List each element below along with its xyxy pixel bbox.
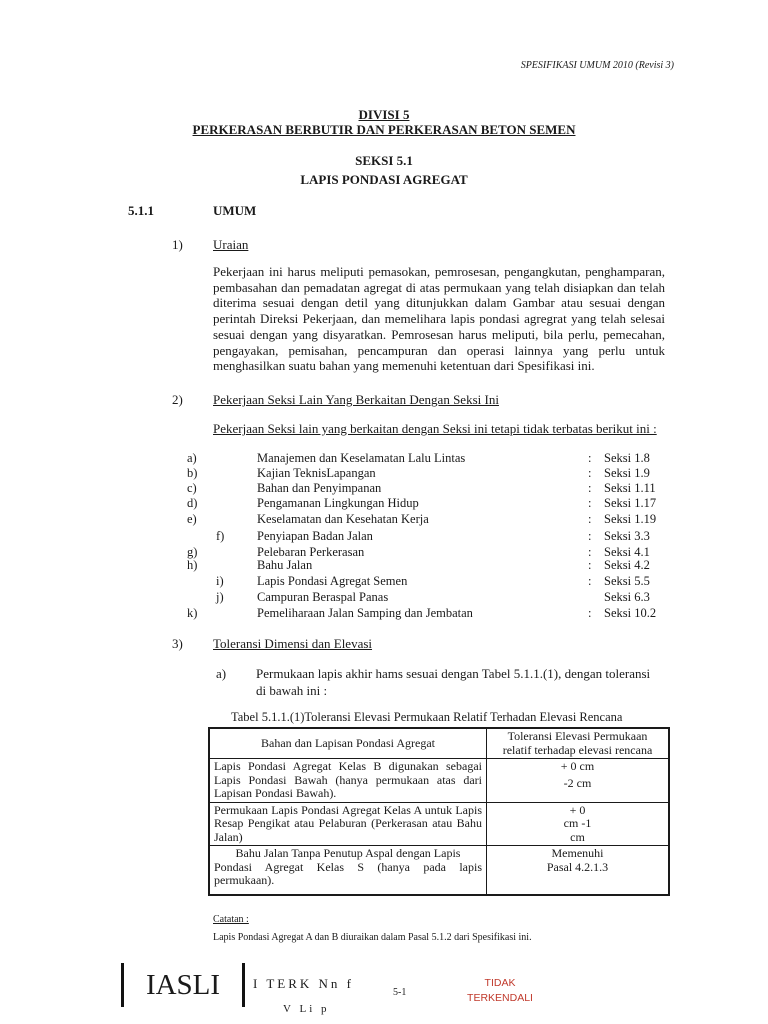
list-item-letter: g): [187, 545, 198, 559]
list-item-letter: h): [187, 558, 198, 572]
section-title: SEKSI 5.1: [355, 153, 413, 168]
list-item-colon: :: [588, 466, 592, 480]
list-item-colon: :: [588, 545, 592, 559]
stamp-text-line2: V Li p: [283, 1003, 330, 1015]
item-1-number: 1): [172, 237, 183, 252]
list-item-ref: Seksi 4.1: [604, 545, 650, 559]
list-item-text: Keselamatan dan Kesehatan Kerja: [257, 512, 429, 526]
table-cell-desc: Permukaan Lapis Pondasi Agregat Kelas A untuk Lapis Resap Pengikat atau Pelaburan (Perkerasan atau Bahu Jalan): [209, 802, 487, 846]
item-3-number: 3): [172, 636, 183, 651]
list-item-letter: k): [187, 606, 198, 620]
list-item-text: Kajian TeknisLapangan: [257, 466, 376, 480]
item-2-intro: Pekerjaan Seksi lain yang berkaitan dengan Seksi ini tetapi tidak terbatas berikut ini :: [213, 421, 657, 436]
item-2-heading: Pekerjaan Seksi Lain Yang Berkaitan Dengan Seksi Ini: [213, 392, 499, 407]
list-item-letter: c): [187, 481, 197, 495]
list-item: [0, 496, 768, 512]
list-item-colon: :: [588, 496, 592, 510]
section-name: LAPIS PONDASI AGREGAT: [300, 172, 468, 187]
list-item: [0, 512, 768, 528]
list-item-text: Campuran Beraspal Panas: [257, 590, 389, 604]
table-cell-desc: Lapis Pondasi Agregat Kelas B digunakan sebagai Lapis Pondasi Bawah (hanya permukaan atas dari Lapisan Pondasi Bawah).: [209, 759, 487, 803]
division-title: DIVISI 5: [358, 107, 410, 122]
list-item-text: Pemeliharaan Jalan Samping dan Jembatan: [257, 606, 473, 620]
table-cell-desc: Bahu Jalan Tanpa Penutup Aspal dengan Lapis Pondasi Agregat Kelas S (hanya pada lapis permukaan).: [209, 846, 487, 895]
item-2-number: 2): [172, 392, 183, 407]
list-item: [0, 558, 768, 574]
list-item-colon: :: [588, 606, 592, 620]
section-heading: UMUM: [213, 203, 257, 218]
list-item-text: Bahu Jalan: [257, 558, 313, 572]
page-number: 5-1: [393, 987, 407, 998]
table-header-material: Bahan dan Lapisan Pondasi Agregat: [209, 728, 487, 759]
list-item-colon: :: [588, 529, 592, 543]
tolerance-table: [208, 727, 670, 896]
list-item-ref: Seksi 1.19: [604, 512, 657, 526]
notes-text: Lapis Pondasi Agregat A dan B diuraikan dalam Pasal 5.1.2 dari Spesifikasi ini.: [213, 932, 532, 943]
notes-label: Catatan :: [213, 914, 249, 925]
list-item: [0, 606, 768, 622]
list-item-letter: i): [216, 574, 224, 588]
list-item-ref: Seksi 1.9: [604, 466, 650, 480]
table-row: [209, 802, 669, 846]
list-item: [0, 481, 768, 497]
sub-a-letter: a): [216, 666, 227, 681]
list-item-letter: f): [216, 529, 225, 543]
list-item-colon: :: [588, 481, 592, 495]
table-cell-tolerance: + 0 cm -1 cm: [487, 802, 670, 846]
list-item-letter: j): [216, 590, 224, 604]
list-item: [0, 574, 768, 590]
list-item: [0, 466, 768, 482]
asli-stamp: IASLI: [121, 963, 245, 1007]
list-item-text: Lapis Pondasi Agregat Semen: [257, 574, 408, 588]
table-header-tolerance: Toleransi Elevasi Permukaan relatif terhadap elevasi rencana: [487, 728, 670, 759]
list-item: [0, 451, 768, 467]
stamp-text-line1: I TERK Nn f: [253, 976, 355, 991]
table-row: [209, 759, 669, 803]
list-item-colon: :: [588, 574, 592, 588]
list-item-ref: Seksi 10.2: [604, 606, 657, 620]
list-item-text: Bahan dan Penyimpanan: [257, 481, 382, 495]
list-item-ref: Seksi 1.11: [604, 481, 656, 495]
list-item-colon: :: [588, 558, 592, 572]
list-item-ref: Seksi 1.17: [604, 496, 657, 510]
uncontrolled-stamp: TIDAK TERKENDALI: [467, 977, 533, 1004]
list-item: [0, 529, 768, 545]
table-caption: Tabel 5.1.1.(1)Toleransi Elevasi Permukaan Relatif Terhadan Elevasi Rencana: [231, 710, 623, 724]
list-item-letter: b): [187, 466, 198, 480]
list-item-letter: e): [187, 512, 197, 526]
list-item: [0, 590, 768, 606]
list-item-text: Pengamanan Lingkungan Hidup: [257, 496, 419, 510]
list-item-ref: Seksi 4.2: [604, 558, 650, 572]
item-1-heading: Uraian: [213, 237, 249, 252]
list-item-colon: :: [588, 451, 592, 465]
table-header-row: [209, 728, 669, 759]
item-1-paragraph: Pekerjaan ini harus meliputi pemasokan, pemrosesan, pengangkutan, penghamparan, pembasahan dan pemadatan agregat di atas permukaan yang telah disiapkan dan telah diterima sesuai dengan detil yang ditunjukkan dalam Gambar atau sesuai dengan perintah Direksi Pekerjaan, dan memelihara lapis pondasi agregrat yang telah selesai sesuai dengan yang disyaratkan. Pemrosesan harus meliputi, bila perlu, pemecahan, pengayakan, pemisahan, pencampuran dan operasi lainnya yang perlu untuk menghasilkan suatu bahan yang memenuhi ketentuan dari Spesifikasi ini.: [213, 264, 665, 374]
sub-a-line1: Permukaan lapis akhir hams sesuai dengan Tabel 5.1.1.(1), dengan toleransi: [256, 666, 651, 681]
division-name: PERKERASAN BERBUTIR DAN PERKERASAN BETON SEMEN: [192, 122, 576, 137]
list-item-colon: :: [588, 512, 592, 526]
list-item-text: Manajemen dan Keselamatan Lalu Lintas: [257, 451, 466, 465]
section-number: 5.1.1: [128, 203, 154, 218]
item-3-heading: Toleransi Dimensi dan Elevasi: [213, 636, 373, 651]
list-item-text: Penyiapan Badan Jalan: [257, 529, 373, 543]
sub-a-line2: di bawah ini :: [256, 683, 328, 698]
list-item-ref: Seksi 1.8: [604, 451, 650, 465]
list-item-ref: Seksi 6.3: [604, 590, 650, 604]
list-item-ref: Seksi 5.5: [604, 574, 650, 588]
list-item-letter: d): [187, 496, 198, 510]
spec-header: SPESIFIKASI UMUM 2010 (Revisi 3): [520, 60, 674, 71]
table-cell-tolerance: Memenuhi Pasal 4.2.1.3: [487, 846, 670, 895]
list-item-ref: Seksi 3.3: [604, 529, 650, 543]
list-item-text: Pelebaran Perkerasan: [257, 545, 365, 559]
table-row: [209, 846, 669, 895]
table-cell-tolerance: + 0 cm -2 cm: [487, 759, 670, 803]
list-item-letter: a): [187, 451, 197, 465]
